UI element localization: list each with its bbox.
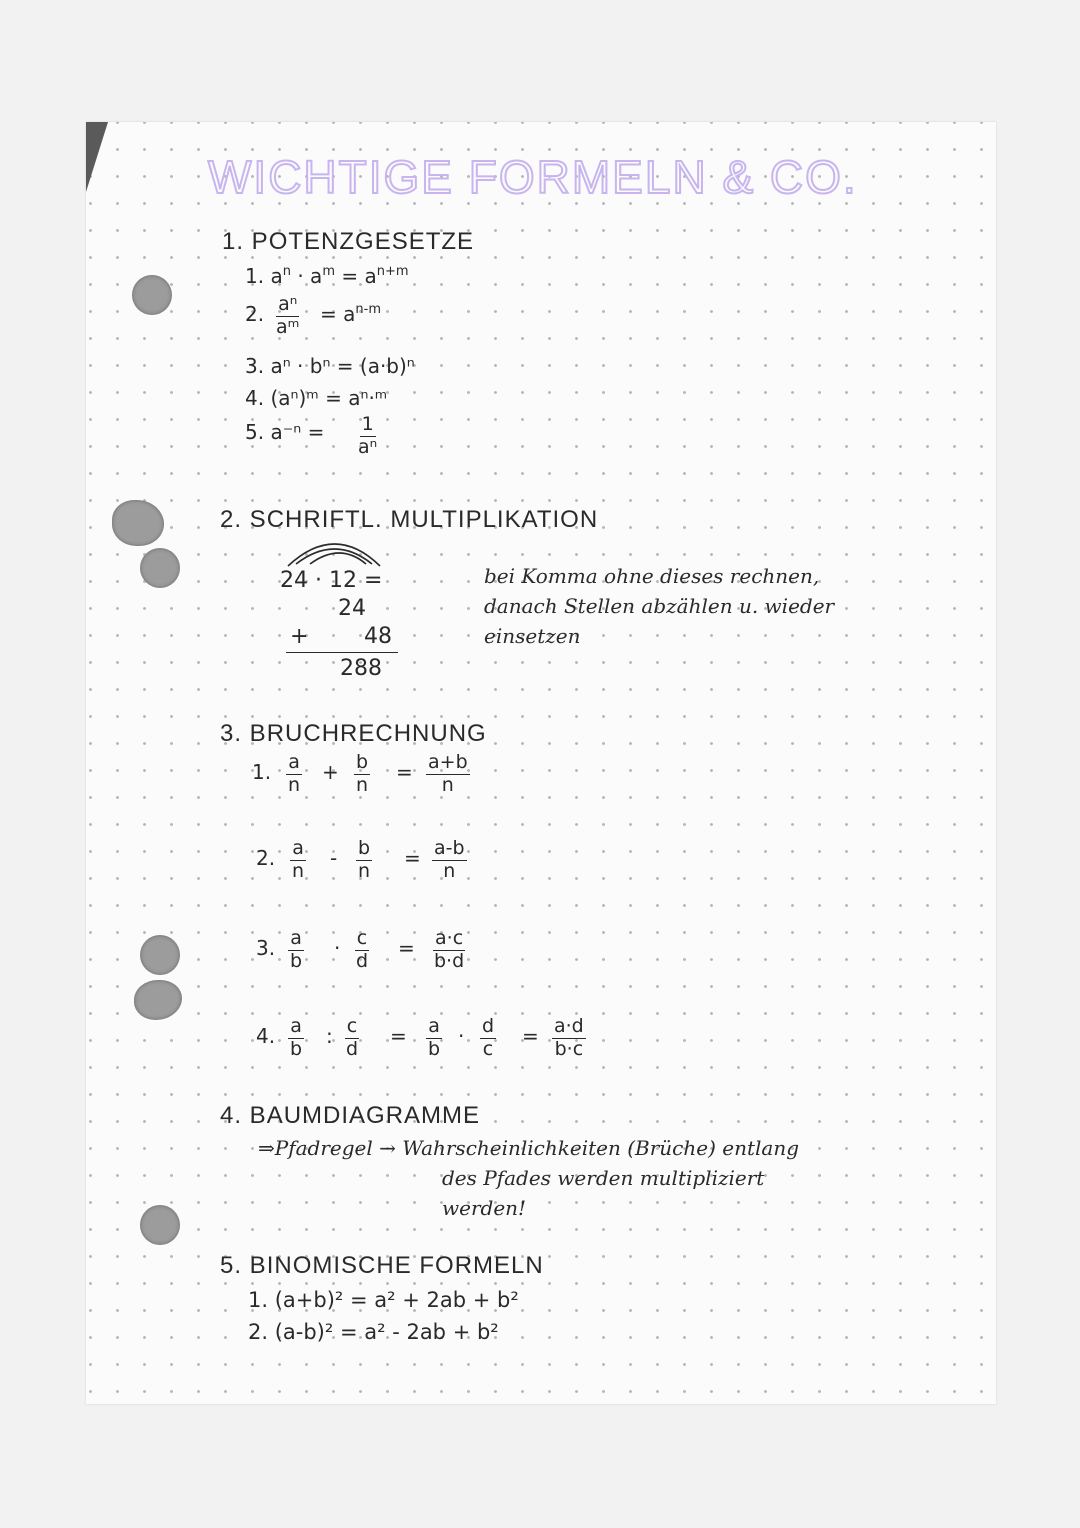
fraction-result: $\frac{a+b}{n}$ [428,751,468,796]
fraction: $\frac{a}{b}$ [290,1015,303,1060]
rule-3: 3. aⁿ · bⁿ = (a·b)ⁿ [245,354,415,378]
section-heading-bruchrechnung: 3. BRUCHRECHNUNG [220,720,487,747]
pfadregel-line-1: ⇒Pfadregel → Wahrscheinlichkeiten (Brüche) entlang [258,1136,800,1160]
notebook-page [86,122,996,1404]
operator-plus: + [322,760,339,784]
pfadregel-line-2: des Pfades werden multipliziert [442,1166,765,1190]
fraction: $\frac{d}{c}$ [482,1015,495,1060]
partial-product-1: 24 [338,596,366,621]
note-line-3: einsetzen [484,624,581,648]
rule-5: 5. a⁻ⁿ = [245,420,325,444]
pfadregel-line-3: werden! [442,1196,527,1220]
fraction-result: $\frac{a\cdot d}{b\cdot c}$ [554,1015,584,1060]
fraction: $\frac{b}{n}$ [356,751,369,796]
fraction: $\frac{a}{n}$ [288,751,301,796]
operator-divide: : [326,1024,333,1048]
operator-dot: · [334,936,341,960]
fraction-result: $\frac{a-b}{n}$ [434,837,465,882]
rule-4: 4. (aⁿ)ᵐ = aⁿ·ᵐ [245,386,388,410]
fraction: $\frac{b}{n}$ [358,837,371,882]
binomial-formula-1: 1. (a+b)² = a² + 2ab + b² [248,1288,519,1312]
rule-2-label: 2. [245,302,265,326]
fraction: $\frac{a}{n}$ [292,837,305,882]
equals-sign: = [390,1024,407,1048]
sum-line [286,652,398,653]
partial-product-2: 48 [364,624,392,649]
fraction-result: $\frac{a\cdot c}{b\cdot d}$ [434,927,465,972]
page-title: WICHTIGE FORMELN & CO. [208,151,858,203]
section-heading-binomische-formeln: 5. BINOMISCHE FORMELN [220,1252,544,1279]
multiplication-result: 288 [340,656,382,681]
punch-hole [132,275,172,315]
equals-sign: = [398,936,415,960]
note-line-2: danach Stellen abzählen u. wieder [484,594,835,618]
punch-hole [140,935,180,975]
fraction-rule-4-label: 4. [256,1024,276,1048]
operator-minus: - [330,846,338,870]
fraction: $\frac{a}{b}$ [428,1015,441,1060]
operator-dot: · [458,1024,465,1048]
plus-sign: + [290,624,309,649]
rule-1: 1. $a^n \cdot a^m = a^{n+m}$ [245,264,409,288]
fraction: $\frac{c}{d}$ [346,1015,359,1060]
equals-sign: = [522,1024,539,1048]
rule-2-fraction: $\frac{\text{aⁿ}}{\text{aᵐ}}$ [276,293,300,338]
punch-hole [140,1205,180,1245]
section-heading-multiplikation: 2. SCHRIFTL. MULTIPLIKATION [220,506,599,533]
binomial-formula-2: 2. (a-b)² = a² - 2ab + b² [248,1320,499,1344]
section-heading-potenzgesetze: 1. POTENZGESETZE [222,228,475,255]
rule-2-rhs: = $a^{n-m}$ [320,302,381,326]
fraction-rule-3-label: 3. [256,936,276,960]
page-corner-shadow [86,122,108,192]
equals-sign: = [396,760,413,784]
punch-hole-torn [112,500,164,546]
fraction: $\frac{c}{d}$ [356,927,369,972]
equals-sign: = [404,846,421,870]
multiplication-problem: 24 · 12 = [280,568,383,593]
fraction-rule-1-label: 1. [252,760,272,784]
note-line-1: bei Komma ohne dieses rechnen, [484,564,820,588]
fraction: $\frac{a}{b}$ [290,927,303,972]
multiplication-arcs [280,528,390,568]
fraction-rule-2-label: 2. [256,846,276,870]
rule-5-fraction: $\frac{1}{\text{aⁿ}}$ [358,413,378,458]
punch-hole [140,548,180,588]
section-heading-baumdiagramme: 4. BAUMDIAGRAMME [220,1102,481,1129]
